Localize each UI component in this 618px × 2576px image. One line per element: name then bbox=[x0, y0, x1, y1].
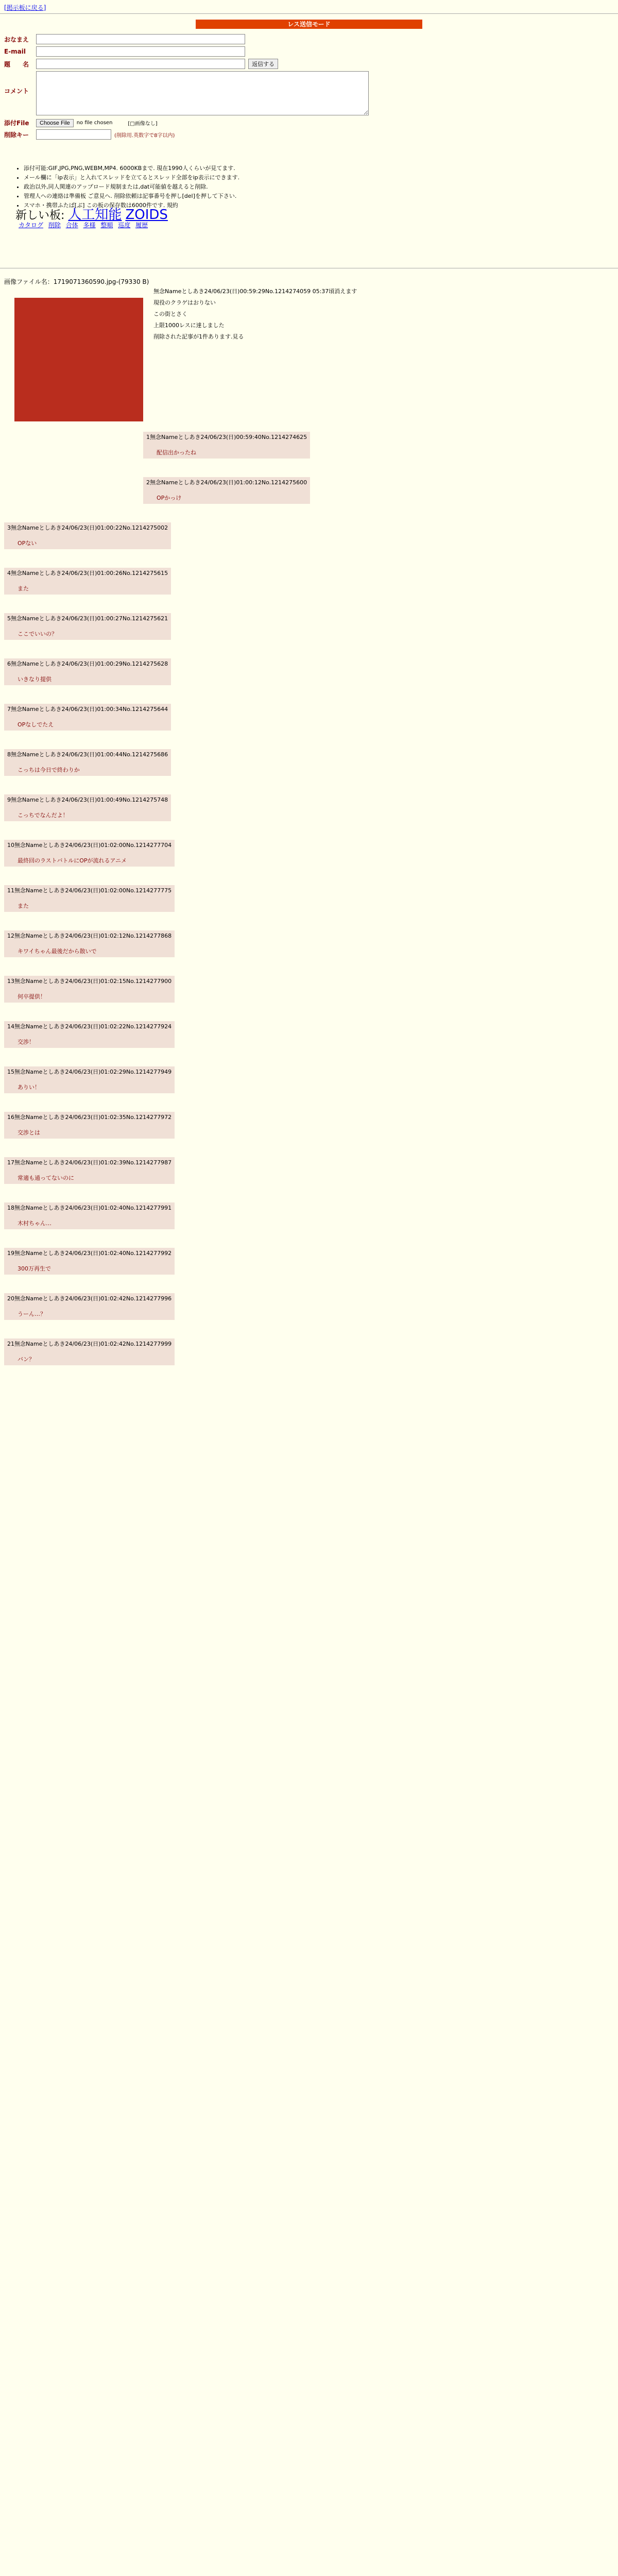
subject-label: 題 名 bbox=[4, 60, 29, 68]
notice-item: • 添付可能:GIF,JPG,PNG,WEBM,MP4. 6000KBまで. 現在1990人くらいが見てます. bbox=[24, 164, 386, 173]
delete-link[interactable]: 削除 bbox=[48, 222, 61, 229]
reply-header: 17無念Nameとしあき24/06/23(日)01:02:39No.1214277987 bbox=[7, 1159, 172, 1166]
reply-body: こっちは今日で終わりか bbox=[18, 767, 80, 773]
reply-post bbox=[4, 522, 171, 549]
reply-header: 2無念Nameとしあき24/06/23(日)01:00:12No.1214275600 bbox=[146, 479, 307, 486]
reply-header: 10無念Nameとしあき24/06/23(日)01:02:00No.1214277704 bbox=[7, 842, 172, 849]
reply-body: バン？ bbox=[18, 1356, 35, 1363]
notice-list bbox=[15, 164, 386, 221]
divider bbox=[0, 13, 618, 14]
op-line: 現役のクラゲはおりない bbox=[153, 299, 216, 306]
reply-post bbox=[4, 930, 175, 957]
reply-post bbox=[4, 885, 175, 912]
reply-post bbox=[4, 1293, 175, 1320]
new-board-prefix: 新しい板: bbox=[15, 209, 65, 222]
catalog-link[interactable]: カタログ bbox=[19, 222, 44, 229]
delkey-label: 削除キー bbox=[4, 131, 29, 139]
file-label: 添付File bbox=[4, 120, 29, 127]
reply-body: 何卒提供！ bbox=[18, 993, 46, 1000]
reply-header: 18無念Nameとしあき24/06/23(日)01:02:40No.1214277991 bbox=[7, 1205, 172, 1211]
reply-header: 9無念Nameとしあき24/06/23(日)01:00:49No.1214275748 bbox=[7, 796, 168, 803]
notice-item: • メール欄に「ip表示」と入れてスレッドを立てるとスレッド全部をip表示にできます. bbox=[24, 173, 386, 182]
reply-post bbox=[4, 840, 175, 867]
comment-field[interactable] bbox=[36, 71, 369, 115]
reply-post bbox=[4, 1202, 175, 1229]
variety-link[interactable]: 多様 bbox=[83, 222, 96, 229]
reply-body: いきなり提供 bbox=[18, 676, 52, 683]
reply-header: 4無念Nameとしあき24/06/23(日)01:00:26No.1214275615 bbox=[7, 570, 168, 577]
notice-item: • スマホ・携帯ふたば[ぶ] この板の保存数は6000件です. 規約 bbox=[24, 201, 386, 210]
reply-body: 最終回のラストバトルにOPが流れるアニメ bbox=[18, 857, 127, 864]
file-status: no file chosen bbox=[76, 120, 113, 126]
reply-body: 交渉とは bbox=[18, 1129, 40, 1136]
reply-header: 8無念Nameとしあき24/06/23(日)01:00:44No.1214275686 bbox=[7, 751, 168, 758]
reply-header: 1無念Nameとしあき24/06/23(日)00:59:40No.1214274625 bbox=[146, 434, 307, 440]
reply-post bbox=[4, 1338, 175, 1365]
reply-header: 12無念Nameとしあき24/06/23(日)01:02:12No.1214277868 bbox=[7, 933, 172, 939]
reply-header: 19無念Nameとしあき24/06/23(日)01:02:40No.1214277992 bbox=[7, 1250, 172, 1257]
reply-body: OPかっけ bbox=[157, 495, 182, 501]
notice-item: • 政治以外,同人関連のアップロード規制または,dat可能値を越えると削除. bbox=[24, 182, 386, 192]
reply-header: 3無念Nameとしあき24/06/23(日)01:00:22No.1214275002 bbox=[7, 524, 168, 531]
op-post-header: 無念Nameとしあき24/06/23(日)00:59:29No.1214274059 05:37頃消えます bbox=[153, 288, 357, 295]
reply-post bbox=[4, 568, 171, 595]
reply-header: 21無念Nameとしあき24/06/23(日)01:02:42No.1214277999 bbox=[7, 1341, 172, 1347]
notice-item: • 管理人への連絡は準備板 ご意見へ. 削除依頼は記事番号を押し[del]を押して下さい. bbox=[24, 192, 386, 201]
reply-post bbox=[4, 704, 171, 731]
reply-body: 常適も通ってないのに bbox=[18, 1175, 74, 1181]
reply-post bbox=[4, 658, 171, 685]
delkey-note: (削除用.英数字で8字以内) bbox=[114, 132, 175, 139]
return-link[interactable]: [掲示板に戻る] bbox=[4, 4, 46, 11]
reply-header: 14無念Nameとしあき24/06/23(日)01:02:22No.1214277924 bbox=[7, 1023, 172, 1030]
reply-post bbox=[143, 432, 310, 459]
sort-link[interactable]: 整順 bbox=[100, 222, 113, 229]
reply-header: 5無念Nameとしあき24/06/23(日)01:00:27No.1214275621 bbox=[7, 615, 168, 622]
post-form bbox=[4, 34, 396, 142]
reply-post bbox=[4, 1066, 175, 1093]
reply-header: 7無念Nameとしあき24/06/23(日)01:00:34No.1214275644 bbox=[7, 706, 168, 713]
reply-header: 15無念Nameとしあき24/06/23(日)01:02:29No.1214277949 bbox=[7, 1069, 172, 1075]
name-field[interactable] bbox=[36, 34, 245, 44]
reply-body: 300万再生で bbox=[18, 1265, 51, 1272]
email-label: E-mail bbox=[4, 48, 26, 55]
reply-body: 配信出かったね bbox=[157, 449, 196, 456]
reply-post bbox=[4, 1248, 175, 1275]
comment-label: コメント bbox=[4, 88, 29, 95]
op-line: 削除された記事が1件あります.見る bbox=[153, 333, 244, 340]
reply-body: うーん…？ bbox=[18, 1311, 46, 1317]
history-link[interactable]: 履歴 bbox=[135, 222, 148, 229]
reply-post bbox=[4, 1112, 175, 1139]
reply-post bbox=[4, 794, 171, 821]
reply-header: 11無念Nameとしあき24/06/23(日)01:02:00No.1214277775 bbox=[7, 887, 172, 894]
reply-body: ありい！ bbox=[18, 1084, 40, 1091]
reply-body: 交渉！ bbox=[18, 1039, 35, 1045]
op-line: 上限1000レスに達しました bbox=[153, 322, 225, 329]
reply-body: OPなしでたえ bbox=[18, 721, 54, 728]
reply-header: 13無念Nameとしあき24/06/23(日)01:02:15No.1214277900 bbox=[7, 978, 172, 985]
new-board-link-zoids[interactable]: ZOIDS bbox=[125, 207, 168, 223]
reply-body: ここでいいの？ bbox=[18, 631, 57, 637]
delkey-field[interactable] bbox=[36, 129, 111, 140]
op-post bbox=[153, 287, 514, 344]
thread bbox=[4, 277, 571, 1363]
reply-post bbox=[4, 749, 171, 776]
reply-body: また bbox=[18, 585, 29, 592]
reply-body: OPない bbox=[18, 540, 37, 547]
mode-title: レス送信モード bbox=[196, 20, 422, 29]
new-board-banner bbox=[15, 207, 386, 223]
reply-post bbox=[4, 1157, 175, 1184]
op-line: この街とさく bbox=[153, 311, 187, 317]
submit-button[interactable]: 返信する bbox=[248, 59, 278, 69]
top-bar bbox=[0, 0, 618, 12]
new-board-link-ai[interactable]: 人工知能 bbox=[68, 207, 122, 223]
reply-body: 木村ちゃん… bbox=[18, 1220, 52, 1227]
merge-link[interactable]: 合体 bbox=[65, 222, 78, 229]
reply-header: 6無念Nameとしあき24/06/23(日)01:00:29No.1214275628 bbox=[7, 660, 168, 667]
catalog-links bbox=[19, 221, 151, 229]
email-field[interactable] bbox=[36, 46, 245, 57]
op-thumbnail[interactable] bbox=[14, 298, 143, 421]
reply-header: 16無念Nameとしあき24/06/23(日)01:02:35No.1214277972 bbox=[7, 1114, 172, 1121]
reply-body: こっちでなんだよ！ bbox=[18, 812, 68, 819]
file-button[interactable]: Choose File bbox=[36, 119, 74, 127]
reply-post bbox=[4, 976, 175, 1003]
reply-post bbox=[4, 1021, 175, 1048]
subject-field[interactable] bbox=[36, 59, 245, 69]
op-file-info: 画像ファイル名：1719071360590.jpg-(79330 B) bbox=[4, 278, 149, 285]
noimage-checkbox[interactable]: [□画像なし] bbox=[128, 121, 158, 127]
reply-post bbox=[143, 477, 310, 504]
reply-post bbox=[4, 613, 171, 640]
reply-body: キワイちゃん最後だから散いで bbox=[18, 948, 97, 955]
reply-body: また bbox=[18, 903, 29, 909]
name-label: おなまえ bbox=[4, 36, 29, 43]
reply-header: 20無念Nameとしあき24/06/23(日)01:02:42No.1214277996 bbox=[7, 1295, 172, 1302]
frequency-link[interactable]: 巡度 bbox=[118, 222, 131, 229]
